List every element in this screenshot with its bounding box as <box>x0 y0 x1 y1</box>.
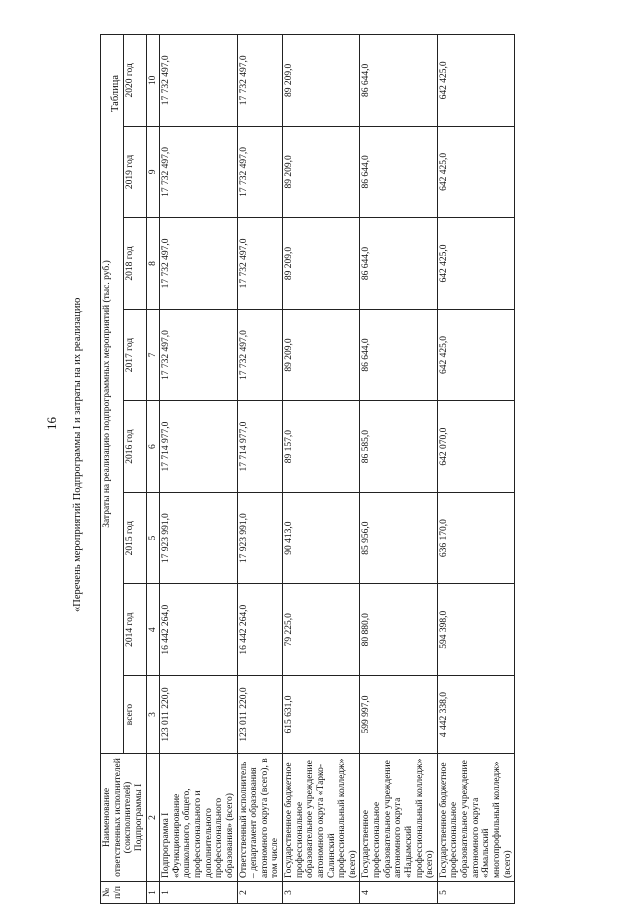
cell-value: 86 585,0 <box>360 401 437 493</box>
cell-value: 79 225,0 <box>283 584 360 676</box>
header-year: 2018 год <box>123 218 146 310</box>
table-caption: «Перечень мероприятий Подпрограммы I и затраты на их реализацию <box>72 297 83 612</box>
header-name: Наименование ответственных исполнителей (соисполнителей) Подпрограммы I <box>101 754 147 882</box>
header-year: 2015 год <box>123 492 146 584</box>
cell-value: 17 732 497,0 <box>237 218 283 310</box>
cell-value: 642 070,0 <box>437 401 514 493</box>
column-number: 9 <box>146 126 160 218</box>
row-name: Подпрограмма I «Функционирование дошкольного, общего, профессионального и дополнительного профессионального образования» (всего) <box>160 754 237 882</box>
cell-value: 17 714 977,0 <box>237 401 283 493</box>
table-row <box>160 35 237 904</box>
cell-value: 85 956,0 <box>360 492 437 584</box>
cell-value: 123 011 220,0 <box>160 676 237 754</box>
cell-value: 642 425,0 <box>437 126 514 218</box>
row-name: Ответственный исполнитель – департамент образования автономного округа (всего), в том числе <box>237 754 283 882</box>
subprogram-cost-table <box>100 34 515 904</box>
table-row <box>237 35 283 904</box>
table-label: Таблица <box>110 74 121 112</box>
cell-value: 89 157,0 <box>283 401 360 493</box>
cell-value: 4 442 338,0 <box>437 676 514 754</box>
cell-value: 123 011 220,0 <box>237 676 283 754</box>
cell-value: 17 732 497,0 <box>160 126 237 218</box>
cell-value: 636 170,0 <box>437 492 514 584</box>
cell-value: 17 923 991,0 <box>160 492 237 584</box>
header-year: 2017 год <box>123 309 146 401</box>
column-number: 4 <box>146 584 160 676</box>
row-name: Государственное бюджетное профессиональное образовательное учреждение автономного округа «Тарко-Салинский профессиональный колледж» (всего) <box>283 754 360 882</box>
header-num: № п/п <box>101 882 147 904</box>
cell-value: 17 732 497,0 <box>237 35 283 127</box>
cell-value: 89 209,0 <box>283 126 360 218</box>
column-number: 1 <box>146 882 160 904</box>
cell-value: 594 398,0 <box>437 584 514 676</box>
cell-value: 86 644,0 <box>360 126 437 218</box>
cell-value: 86 644,0 <box>360 309 437 401</box>
header-year: 2020 год <box>123 35 146 127</box>
row-name: Государственное бюджетное профессиональное образовательное учреждение автономного округа «Ямальский многопрофильный колледж» (всего) <box>437 754 514 882</box>
row-number: 4 <box>360 882 437 904</box>
cell-value: 80 880,0 <box>360 584 437 676</box>
row-number: 1 <box>160 882 237 904</box>
cell-value: 17 732 497,0 <box>237 309 283 401</box>
cell-value: 599 997,0 <box>360 676 437 754</box>
cell-value: 89 209,0 <box>283 309 360 401</box>
column-number: 7 <box>146 309 160 401</box>
column-number: 2 <box>146 754 160 882</box>
cell-value: 642 425,0 <box>437 218 514 310</box>
row-name: Государственное профессиональное образовательное учреждение автономного округа «Надымский профессиональный колледж» (всего) <box>360 754 437 882</box>
table-row <box>437 35 514 904</box>
cell-value: 89 209,0 <box>283 35 360 127</box>
row-number: 2 <box>237 882 283 904</box>
table-row <box>283 35 360 904</box>
cell-value: 86 644,0 <box>360 35 437 127</box>
cell-value: 17 732 497,0 <box>160 35 237 127</box>
row-number: 5 <box>437 882 514 904</box>
column-number: 8 <box>146 218 160 310</box>
page-number: 16 <box>44 417 59 430</box>
header-year: всего <box>123 676 146 754</box>
table-row <box>360 35 437 904</box>
row-number: 3 <box>283 882 360 904</box>
cell-value: 17 714 977,0 <box>160 401 237 493</box>
header-costs: Затраты на реализацию подпрограммных мероприятий (тыс. руб.) <box>101 35 124 754</box>
cell-value: 615 631,0 <box>283 676 360 754</box>
cell-value: 86 644,0 <box>360 218 437 310</box>
column-number: 6 <box>146 401 160 493</box>
cell-value: 642 425,0 <box>437 309 514 401</box>
header-year: 2016 год <box>123 401 146 493</box>
cell-value: 16 442 264,0 <box>160 584 237 676</box>
cell-value: 16 442 264,0 <box>237 584 283 676</box>
cell-value: 17 732 497,0 <box>160 218 237 310</box>
cell-value: 17 923 991,0 <box>237 492 283 584</box>
cell-value: 17 732 497,0 <box>160 309 237 401</box>
cell-value: 17 732 497,0 <box>237 126 283 218</box>
cell-value: 642 425,0 <box>437 35 514 127</box>
column-number: 10 <box>146 35 160 127</box>
column-number: 3 <box>146 676 160 754</box>
header-year: 2019 год <box>123 126 146 218</box>
cell-value: 89 209,0 <box>283 218 360 310</box>
column-number: 5 <box>146 492 160 584</box>
cell-value: 90 413,0 <box>283 492 360 584</box>
header-year: 2014 год <box>123 584 146 676</box>
